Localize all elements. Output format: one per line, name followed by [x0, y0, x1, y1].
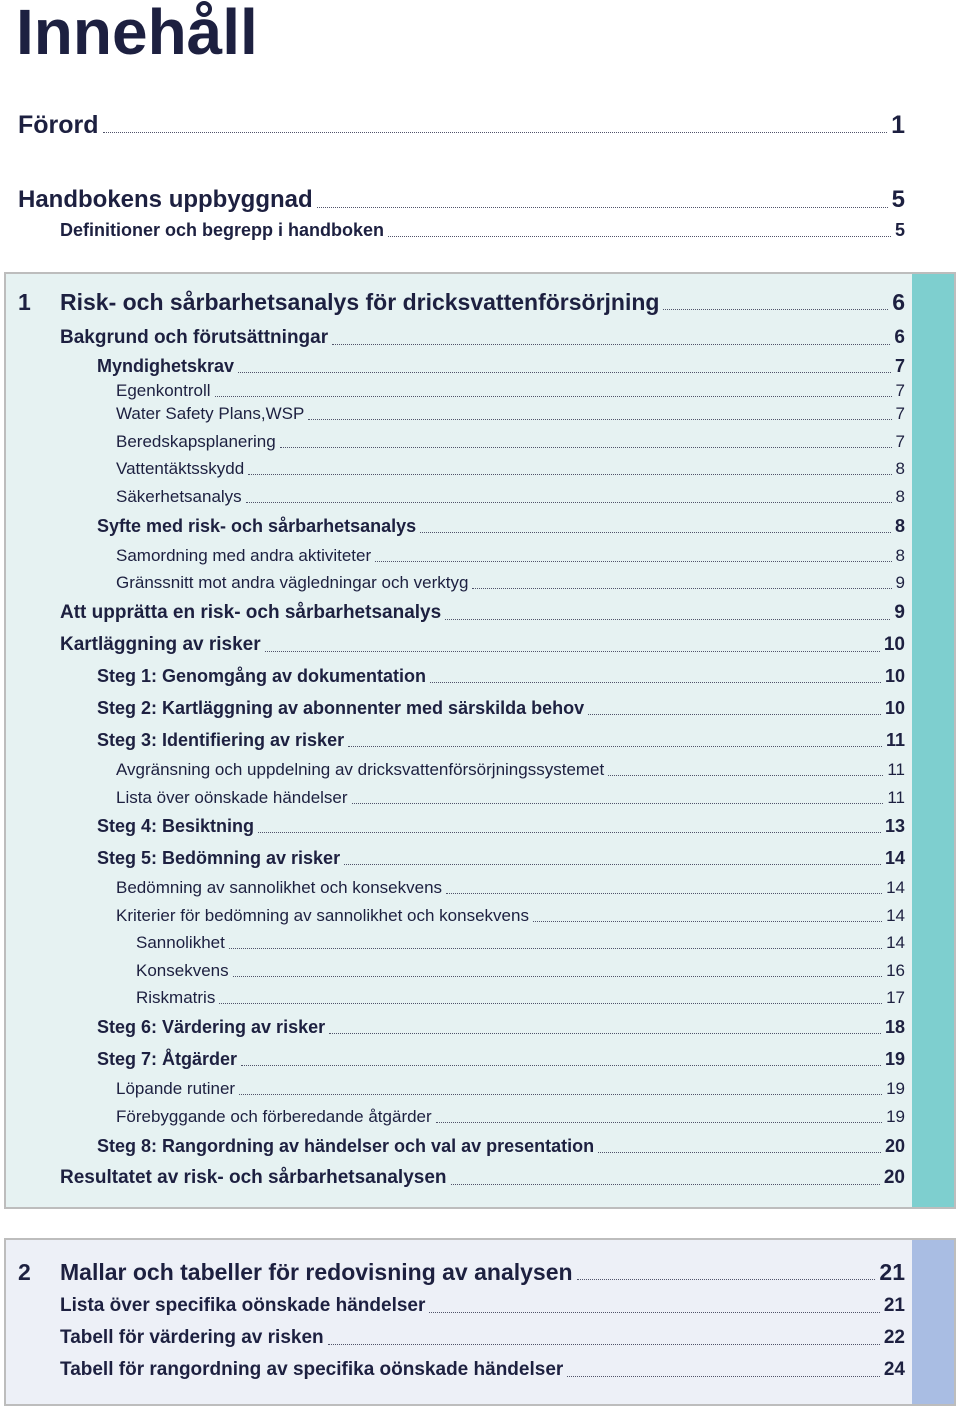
dot-leader: [238, 372, 891, 373]
toc-entry-page: 11: [885, 730, 905, 750]
toc-entry-page: 19: [884, 1049, 905, 1069]
toc-entry-page: 7: [895, 381, 905, 400]
toc-entry-title: Förebyggande och förberedande åtgärder: [116, 1107, 432, 1126]
toc-entry-handbokens-uppbyggnad[interactable]: [18, 186, 905, 215]
dot-leader: [229, 948, 882, 949]
toc-entry-title: Lista över oönskade händelser: [116, 788, 348, 807]
toc-entry-page: 6: [894, 327, 905, 348]
dot-leader: [472, 588, 891, 589]
toc-entry-title: Vattentäktsskydd: [116, 459, 245, 478]
dot-leader: [567, 1376, 880, 1377]
toc-entry[interactable]: [116, 459, 905, 479]
toc-entry-page: 7: [895, 432, 905, 451]
toc-entry-page: 19: [886, 1107, 905, 1126]
toc-entry-page: 14: [886, 933, 905, 952]
toc-entry-title: Steg 8: Rangordning av händelser och val av presentation: [97, 1136, 595, 1156]
toc-entry[interactable]: [116, 906, 905, 926]
toc-entry[interactable]: [116, 432, 905, 452]
dot-leader: [445, 619, 890, 620]
dot-leader: [344, 864, 881, 865]
toc-entry-title: Sannolikhet: [136, 933, 225, 952]
toc-entry[interactable]: [60, 1327, 905, 1350]
toc-entry-title: Bakgrund och förutsättningar: [60, 327, 329, 348]
toc-entry[interactable]: [97, 816, 905, 838]
toc-entry-page: 7: [894, 356, 905, 376]
toc-entry-page: 10: [884, 698, 905, 718]
dot-leader: [663, 309, 888, 310]
dot-leader: [375, 561, 891, 562]
toc-entry[interactable]: [136, 961, 905, 981]
toc-entry[interactable]: [97, 356, 905, 378]
toc-entry-title: Tabell för värdering av risken: [60, 1327, 324, 1348]
toc-entry[interactable]: [60, 1359, 905, 1382]
toc-entry-title: Kriterier för bedömning av sannolikhet och konsekvens: [116, 906, 529, 925]
toc-entry-page: 6: [892, 289, 905, 315]
toc-entry-title: Förord: [18, 111, 99, 139]
dot-leader: [608, 775, 883, 776]
toc-entry[interactable]: [60, 602, 905, 625]
toc-entry-title: Säkerhetsanalys: [116, 487, 242, 506]
toc-entry-definitioner[interactable]: [60, 220, 905, 242]
toc-entry-page: 9: [895, 573, 905, 592]
toc-entry[interactable]: [97, 698, 905, 720]
toc-entry-forord[interactable]: [18, 110, 905, 140]
toc-entry[interactable]: [116, 788, 905, 808]
toc-entry[interactable]: [97, 848, 905, 870]
toc-entry[interactable]: [60, 1167, 905, 1190]
toc-entry-title: Steg 5: Bedömning av risker: [97, 848, 341, 868]
dot-leader: [308, 419, 891, 420]
toc-entry-page: 21: [883, 1295, 905, 1316]
toc-entry-page: 8: [895, 487, 905, 506]
toc-entry[interactable]: [116, 404, 905, 424]
dot-leader: [388, 236, 891, 237]
toc-entry-title: Beredskapsplanering: [116, 432, 276, 451]
toc-entry-page: 8: [894, 516, 905, 536]
toc-entry-title: Kartläggning av risker: [60, 634, 261, 655]
toc-entry-title: Steg 7: Åtgärder: [97, 1049, 238, 1069]
toc-entry[interactable]: [116, 1107, 905, 1127]
dot-leader: [352, 803, 884, 804]
toc-entry-page: 5: [891, 186, 905, 213]
toc-entry[interactable]: [97, 516, 905, 538]
dot-leader: [248, 474, 891, 475]
toc-entry-title: Löpande rutiner: [116, 1079, 236, 1098]
dot-leader: [317, 207, 888, 208]
toc-entry[interactable]: [136, 933, 905, 953]
toc-entry-title: Steg 2: Kartläggning av abonnenter med särskilda behov: [97, 698, 585, 718]
dot-leader: [348, 746, 882, 747]
toc-entry[interactable]: [116, 381, 905, 401]
dot-leader: [265, 651, 880, 652]
toc-entry[interactable]: [97, 730, 905, 752]
dot-leader: [332, 344, 890, 345]
toc-entry[interactable]: [60, 327, 905, 350]
toc-chapter-2-heading[interactable]: [18, 1259, 905, 1287]
dot-leader: [533, 921, 882, 922]
toc-entry-title: Water Safety Plans,WSP: [116, 404, 305, 423]
dot-leader: [429, 1312, 879, 1313]
toc-entry[interactable]: [116, 878, 905, 898]
toc-entry-page: 14: [886, 878, 905, 897]
toc-entry-title: Att upprätta en risk- och sårbarhetsanalys: [60, 602, 442, 623]
toc-entry-title: Risk- och sårbarhetsanalys för dricksvattenförsörjning: [60, 289, 660, 315]
toc-entry-title: Egenkontroll: [116, 381, 211, 400]
toc-entry-page: 7: [895, 404, 905, 423]
toc-entry-page: 13: [884, 816, 905, 836]
toc-entry-title: Myndighetskrav: [97, 356, 235, 376]
dot-leader: [258, 832, 881, 833]
chapter-1-tab-strip: [912, 274, 954, 1207]
toc-entry-title: Steg 4: Besiktning: [97, 816, 255, 836]
toc-entry-page: 21: [879, 1259, 905, 1285]
toc-entry-page: 10: [884, 666, 905, 686]
toc-entry[interactable]: [116, 760, 905, 780]
toc-entry-page: 8: [895, 546, 905, 565]
dot-leader: [588, 714, 881, 715]
toc-entry[interactable]: [97, 1049, 905, 1071]
dot-leader: [451, 1184, 880, 1185]
toc-entry-title: Konsekvens: [136, 961, 229, 980]
toc-entry-page: 9: [894, 602, 905, 623]
toc-entry[interactable]: [97, 1017, 905, 1039]
toc-entry-page: 24: [883, 1359, 905, 1380]
dot-leader: [446, 893, 882, 894]
chapter-number: 1: [18, 289, 31, 315]
toc-entry[interactable]: [116, 546, 905, 566]
toc-entry[interactable]: [116, 487, 905, 507]
page-title: Innehåll: [16, 0, 258, 68]
toc-entry-page: 11: [887, 760, 905, 779]
toc-chapter-1-heading[interactable]: [18, 289, 905, 317]
toc-entry[interactable]: [60, 634, 905, 657]
toc-entry-title: Steg 3: Identifiering av risker: [97, 730, 345, 750]
toc-entry-title: Tabell för rangordning av specifika oönskade händelser: [60, 1359, 564, 1380]
toc-entry[interactable]: [97, 666, 905, 688]
dot-leader: [329, 1033, 881, 1034]
dot-leader: [420, 532, 891, 533]
toc-entry-title: Resultatet av risk- och sårbarhetsanalysen: [60, 1167, 447, 1188]
toc-entry-page: 16: [886, 961, 905, 980]
dot-leader: [246, 502, 892, 503]
toc-entry-title: Riskmatris: [136, 988, 216, 1007]
toc-entry-page: 14: [886, 906, 905, 925]
dot-leader: [233, 976, 882, 977]
dot-leader: [328, 1344, 880, 1345]
chapter-2-tab-strip: [912, 1240, 954, 1404]
toc-entry[interactable]: [136, 988, 905, 1008]
toc-entry-title: Gränssnitt mot andra vägledningar och verktyg: [116, 573, 469, 592]
chapter-number: 2: [18, 1259, 31, 1285]
dot-leader: [219, 1003, 882, 1004]
toc-entry-title: Mallar och tabeller för redovisning av analysen: [60, 1259, 573, 1285]
toc-entry-page: 19: [886, 1079, 905, 1098]
toc-entry-title: Avgränsning och uppdelning av dricksvattenförsörjningssystemet: [116, 760, 605, 779]
toc-entry-page: 20: [883, 1167, 905, 1188]
dot-leader: [577, 1279, 876, 1280]
toc-entry-page: 18: [884, 1017, 905, 1037]
toc-entry-page: 20: [884, 1136, 905, 1156]
dot-leader: [430, 682, 881, 683]
dot-leader: [239, 1094, 882, 1095]
dot-leader: [598, 1152, 881, 1153]
toc-entry[interactable]: [60, 1295, 905, 1318]
toc-entry[interactable]: [116, 573, 905, 593]
toc-entry[interactable]: [116, 1079, 905, 1099]
toc-entry[interactable]: [97, 1136, 905, 1158]
toc-entry-page: 22: [883, 1327, 905, 1348]
toc-entry-title: Lista över specifika oönskade händelser: [60, 1295, 426, 1316]
dot-leader: [103, 132, 888, 133]
toc-entry-title: Steg 1: Genomgång av dokumentation: [97, 666, 427, 686]
toc-entry-page: 5: [894, 220, 905, 240]
toc-entry-title: Steg 6: Värdering av risker: [97, 1017, 326, 1037]
toc-entry-page: 11: [887, 788, 905, 807]
toc-entry-page: 1: [891, 111, 905, 139]
dot-leader: [436, 1122, 882, 1123]
toc-entry-page: 8: [895, 459, 905, 478]
toc-entry-title: Definitioner och begrepp i handboken: [60, 220, 385, 240]
toc-entry-title: Bedömning av sannolikhet och konsekvens: [116, 878, 443, 897]
toc-entry-title: Syfte med risk- och sårbarhetsanalys: [97, 516, 417, 536]
dot-leader: [215, 396, 892, 397]
toc-entry-page: 10: [883, 634, 905, 655]
toc-entry-title: Samordning med andra aktiviteter: [116, 546, 372, 565]
toc-entry-title: Handbokens uppbyggnad: [18, 186, 313, 213]
toc-entry-page: 14: [884, 848, 905, 868]
dot-leader: [280, 447, 892, 448]
toc-entry-page: 17: [886, 988, 905, 1007]
dot-leader: [241, 1065, 881, 1066]
